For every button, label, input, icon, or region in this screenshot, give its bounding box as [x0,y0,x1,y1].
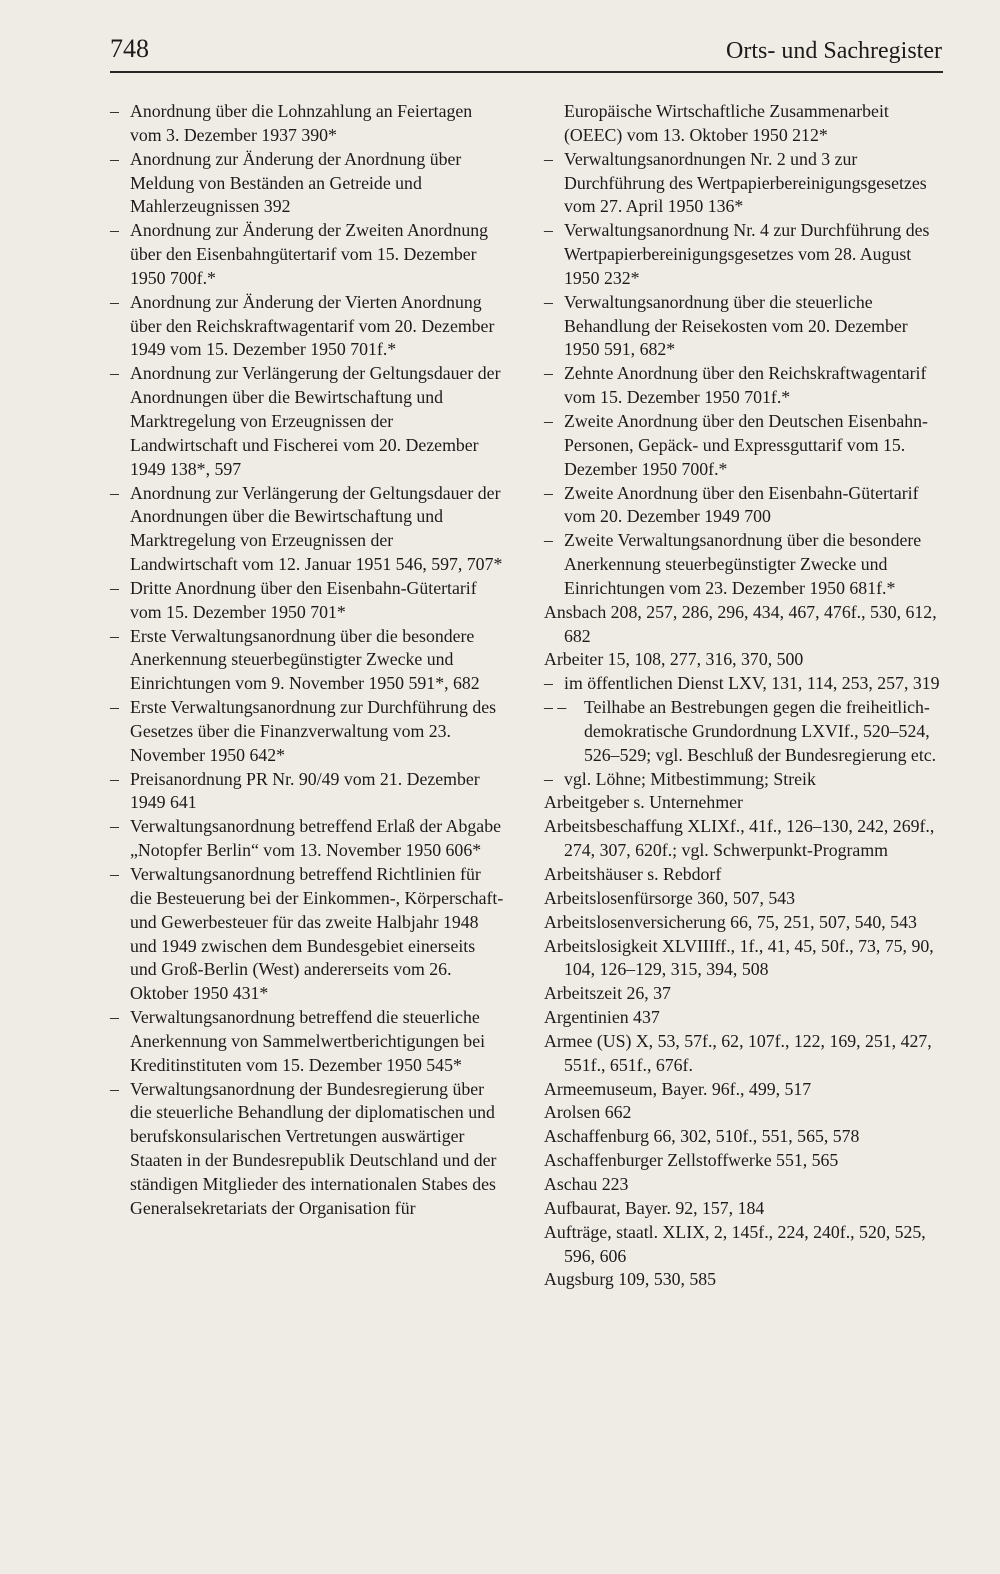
index-entry [110,696,504,768]
index-entry [544,1268,944,1292]
index-entry [110,625,504,697]
index-entry [110,815,504,863]
entry-text: Aschau 223 [544,1173,629,1194]
entry-double-dash: – – [544,697,567,718]
index-entry [544,815,944,863]
entry-text: Anordnung zur Verlängerung der Geltungsdauer der Anordnungen über die Bewirtschaftung und Marktregelung von Erzeugnissen der Landwirtschaft vom 12. Januar 1951 546, 597, 707* [130,482,503,575]
index-entry [110,1006,504,1078]
entry-text: Arbeitshäuser s. Rebdorf [544,864,722,884]
entry-text: Anordnung zur Änderung der Vierten Anordnung über den Reichskraftwagentarif vom 20. Dezember 1949 vom 15. Dezember 1950 701f.* [130,291,495,360]
entry-dash: – [110,363,119,384]
index-entry [544,982,944,1006]
entry-text: Europäische Wirtschaftliche Zusammenarbeit (OEEC) vom 13. Oktober 1950 212* [564,101,889,145]
index-entry [544,1125,944,1149]
entry-dash: – [110,101,119,121]
entry-text: Aufbaurat, Bayer. 92, 157, 184 [544,1197,765,1218]
index-entry [110,1078,504,1221]
entry-text: Augsburg 109, 530, 585 [544,1269,717,1290]
index-entry [110,148,504,220]
entry-text: Zweite Anordnung über den Eisenbahn-Gütertarif vom 20. Dezember 1949 700 [564,482,919,527]
entry-text: Verwaltungsanordnung betreffend Erlaß der Abgabe „Notopfer Berlin“ vom 13. November 1950 606* [130,816,501,861]
entry-dash: – [110,482,119,503]
index-entry [544,935,944,983]
entry-text: Erste Verwaltungsanordnung zur Durchführung des Gesetzes über die Finanzverwaltung vom 23. November 1950 642* [130,697,497,765]
entry-text: Dritte Anordnung über den Eisenbahn-Gütertarif vom 15. Dezember 1950 701* [130,577,477,622]
entry-text: Verwaltungsanordnung Nr. 4 zur Durchführung des Wertpapierbereinigungsgesetzes vom 28. August 1950 232* [564,220,930,288]
entry-dash: – [110,291,119,312]
entry-text: Ansbach 208, 257, 286, 296, 434, 467, 476f., 530, 612, 682 [544,601,937,646]
index-entry [544,219,944,291]
entry-dash: – [110,816,119,837]
index-entry [544,887,944,911]
index-entry [544,1173,944,1197]
index-entry [544,362,944,410]
index-entry [544,648,944,672]
index-entry [544,696,944,768]
entry-text: Zweite Anordnung über den Deutschen Eisenbahn-Personen, Gepäck- und Expressguttarif vom 15. Dezember 1950 700f.* [564,410,928,479]
entry-dash: – [544,148,553,169]
entry-text: im öffentlichen Dienst LXV, 131, 114, 253, 257, 319 [564,673,940,694]
entry-dash: – [110,220,119,241]
entry-text: Anordnung über die Lohnzahlung an Feiertagen vom 3. Dezember 1937 390* [130,101,473,145]
entry-dash: – [544,291,553,312]
left-column [110,100,504,1221]
index-entry [544,1149,944,1173]
page-number: 748 [110,34,149,63]
index-entry [544,791,944,815]
entry-dash: – [544,220,553,241]
entry-text: Anordnung zur Verlängerung der Geltungsdauer der Anordnungen über die Bewirtschaftung und Marktregelung von Erzeugnissen der Landwirtschaft und Fischerei vom 20. Dezember 1949 138*, 597 [130,363,501,479]
entry-dash: – [110,577,119,598]
entry-text: Arbeitgeber s. Unternehmer [544,792,743,813]
index-entry [110,219,504,291]
index-entry [110,577,504,625]
index-entry [544,768,944,792]
index-entry [110,863,504,1006]
entry-dash: – [110,148,119,169]
entry-text: Aschaffenburger Zellstoffwerke 551, 565 [544,1150,839,1171]
entry-text: Arbeitslosigkeit XLVIIIff., 1f., 41, 45, 50f., 73, 75, 90, 104, 126–129, 315, 394, 508 [544,935,934,980]
entry-text: Arolsen 662 [544,1102,632,1123]
entry-text: Anordnung zur Änderung der Zweiten Anordnung über den Eisenbahngütertarif vom 15. Dezember 1950 700f.* [130,220,489,288]
entry-text: Arbeitslosenfürsorge 360, 507, 543 [544,887,796,908]
entry-text: Zehnte Anordnung über den Reichskraftwagentarif vom 15. Dezember 1950 701f.* [564,363,927,408]
index-entry [544,410,944,482]
entry-text: Verwaltungsanordnung der Bundesregierung über die steuerliche Behandlung der diplomatischen und berufskonsularischen Vertretungen auswärtiger Staaten in der Bundesrepublik Deutschland und der ständigen Mitglieder des internationalen Stabes des Generalsekretariats der Organisation für [130,1078,497,1218]
running-title: Orts- und Sachregister [726,38,942,64]
index-entry [544,601,944,649]
index-entry [110,768,504,816]
right-column [544,100,944,1292]
entry-text: Anordnung zur Änderung der Anordnung über Meldung von Beständen an Getreide und Mahlerzeugnissen 392 [130,148,462,217]
entry-dash: – [544,530,553,551]
entry-dash: – [544,673,553,694]
entry-dash: – [110,1078,119,1099]
index-entry [544,1006,944,1030]
entry-dash: – [544,410,553,431]
entry-dash: – [110,697,119,718]
index-entry [544,148,944,220]
entry-dash: – [544,768,553,789]
index-entry [544,1078,944,1102]
entry-text: Zweite Verwaltungsanordnung über die besondere Anerkennung steuerbegünstigter Zwecke und Einrichtungen vom 23. Dezember 1950 681f.* [564,530,922,598]
entry-dash: – [544,363,553,384]
entry-text: Arbeitszeit 26, 37 [544,983,671,1004]
entry-text: Armee (US) X, 53, 57f., 62, 107f., 122, 169, 251, 427, 551f., 651f., 676f. [544,1030,932,1075]
index-entry [544,1101,944,1125]
entry-text: Arbeitslosenversicherung 66, 75, 251, 507, 540, 543 [544,911,917,932]
entry-dash: – [544,482,553,503]
entry-dash: – [110,1007,119,1028]
entry-text: Verwaltungsanordnung betreffend die steuerliche Anerkennung von Sammelwertberichtigungen bei Kreditinstituten vom 15. Dezember 1950 545* [130,1007,486,1075]
entry-text: vgl. Löhne; Mitbestimmung; Streik [564,768,816,789]
index-entry [544,482,944,530]
entry-text: Verwaltungsanordnungen Nr. 2 und 3 zur Durchführung des Wertpapierbereinigungsgesetzes vom 27. April 1950 136* [564,148,927,217]
index-entry [544,291,944,363]
entry-dash: – [110,625,119,646]
index-entry [110,482,504,577]
entry-dash: – [110,864,119,884]
entry-dash: – [110,768,119,789]
entry-text: Verwaltungsanordnung über die steuerliche Behandlung der Reisekosten vom 20. Dezember 1950 591, 682* [564,291,908,360]
entry-text: Arbeiter 15, 108, 277, 316, 370, 500 [544,649,804,670]
header-rule [110,71,943,73]
entry-text: Argentinien 437 [544,1007,660,1028]
index-entry [544,863,944,887]
entry-text: Teilhabe an Bestrebungen gegen die freiheitlich-demokratische Grundordnung LXVIf., 520–524, 526–529; vgl. Beschluß der Bundesregierung etc. [584,697,937,765]
index-entry [544,672,944,696]
entry-text: Armeemuseum, Bayer. 96f., 499, 517 [544,1078,812,1099]
entry-text: Aschaffenburg 66, 302, 510f., 551, 565, 578 [544,1126,860,1147]
index-entry [544,911,944,935]
entry-text: Arbeitsbeschaffung XLIXf., 41f., 126–130, 242, 269f., 274, 307, 620f.; vgl. Schwerpunkt-Programm [544,816,935,861]
index-entry [110,291,504,363]
entry-text: Preisanordnung PR Nr. 90/49 vom 21. Dezember 1949 641 [130,768,480,813]
index-entry [544,1030,944,1078]
index-entry [544,1221,944,1269]
index-entry [544,529,944,601]
index-entry [110,100,504,148]
index-entry [544,100,944,148]
index-entry [544,1197,944,1221]
entry-text: Aufträge, staatl. XLIX, 2, 145f., 224, 240f., 520, 525, 596, 606 [544,1221,926,1266]
entry-text: Verwaltungsanordnung betreffend Richtlinien für die Besteuerung bei der Einkommen-, Körperschaft- und Gewerbesteuer für das zweite Halbjahr 1948 und 1949 zwischen dem Bundesgebiet einerseits und Groß-Berlin (West) andererseits vom 26. Oktober 1950 431* [130,864,504,1004]
entry-text: Erste Verwaltungsanordnung über die besondere Anerkennung steuerbegünstigter Zwecke und Einrichtungen vom 9. November 1950 591*, 682 [130,625,480,694]
index-entry [110,362,504,481]
